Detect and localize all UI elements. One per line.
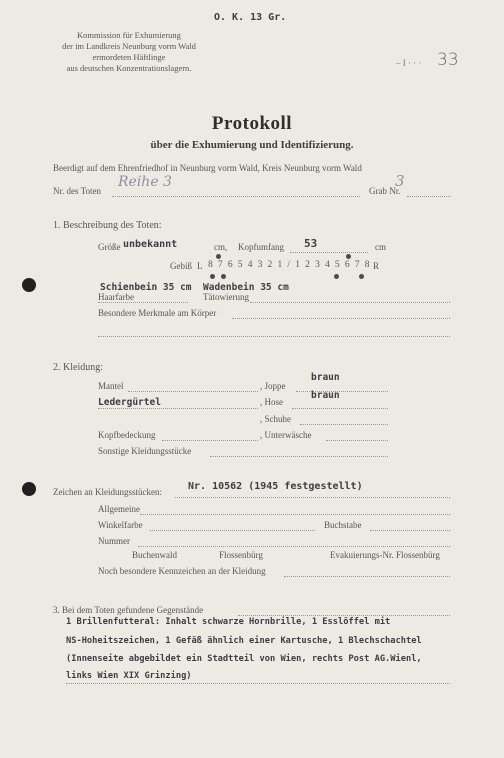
general-line xyxy=(140,514,450,515)
tattoo-line xyxy=(250,302,450,303)
marks-label: Besondere Merkmale am Körper xyxy=(98,308,217,318)
belt-line xyxy=(98,408,258,409)
camp-flossenburg: Flossenbürg xyxy=(219,550,263,560)
page-subtitle: über die Exhumierung und Identifizierung. xyxy=(150,139,354,151)
tooth-mark xyxy=(221,274,226,279)
tattoo-value: Wadenbein 35 cm xyxy=(203,282,289,293)
other-clothing-line xyxy=(210,456,388,457)
tooth-mark xyxy=(359,274,364,279)
burial-place: Beerdigt auf dem Ehrenfriedhof in Neunburg vorm Wald, Kreis Neunburg vorm Wald xyxy=(53,163,362,173)
trousers-value: braun xyxy=(311,390,340,401)
punch-hole-top xyxy=(22,278,36,292)
general-label: Allgemeine xyxy=(98,504,140,514)
triangle-label: Winkelfarbe xyxy=(98,520,143,530)
headwear-label: Kopfbedeckung xyxy=(98,430,156,440)
height-label: Größe xyxy=(98,242,121,252)
section3-line xyxy=(238,615,450,616)
shoes-line xyxy=(300,424,388,425)
tooth-mark xyxy=(210,274,215,279)
signs-line xyxy=(175,497,450,498)
marks-line xyxy=(232,318,450,319)
found-item-line: (Innenseite abgebildet ein Stadtteil von Wien, rechts Post AG.Wienl, xyxy=(66,654,422,664)
header-line: Kommission für Exhumierung xyxy=(77,30,181,40)
triangle-line xyxy=(150,530,315,531)
head-unit: cm xyxy=(375,242,386,252)
hair-value: Schienbein 35 cm xyxy=(100,282,192,293)
corpse-no-line xyxy=(112,196,360,197)
number-line xyxy=(138,546,450,547)
camp-evacuation-no: Evakuierungs-Nr. Flossenbürg xyxy=(330,550,440,560)
underwear-label: , Unterwäsche xyxy=(260,430,312,440)
headwear-line xyxy=(162,440,258,441)
found-item-line: 1 Brillenfutteral: Inhalt schwarze Hornbrille, 1 Esslöffel mit xyxy=(66,617,391,627)
found-item-line: NS-Hoheitszeichen, 1 Gefäß ähnlich einer Kartusche, 1 Blechschachtel xyxy=(66,636,422,646)
header-line: der im Landkreis Neunburg vorm Wald xyxy=(62,41,196,51)
section3-title: 3. Bei dem Toten gefundene Gegenstände xyxy=(53,605,204,615)
head-line xyxy=(290,252,368,253)
commission-header xyxy=(40,30,218,74)
tooth-mark xyxy=(334,274,339,279)
tooth-mark xyxy=(216,254,221,259)
teeth-row: 8 7 6 5 4 3 2 1 / 1 2 3 4 5 6 7 8 xyxy=(208,260,371,270)
trousers-line xyxy=(292,408,388,409)
coat-line xyxy=(128,391,258,392)
other-marks-line xyxy=(284,576,450,577)
teeth-right: R xyxy=(373,261,380,271)
coat-label: Mantel xyxy=(98,381,124,391)
height-value: unbekannt xyxy=(123,239,178,250)
letter-line xyxy=(370,530,450,531)
letter-label: Buchstabe xyxy=(324,520,362,530)
signs-label: Zeichen an Kleidungsstücken: xyxy=(53,487,162,497)
head-value: 53 xyxy=(304,237,318,250)
other-marks-label: Noch besondere Kennzeichen an der Kleidung xyxy=(98,566,266,576)
tattoo-label: Tätowierung xyxy=(203,292,249,302)
jacket-label: , Joppe xyxy=(260,381,286,391)
grave-no-value: 3 xyxy=(395,172,405,190)
header-line: ermordeten Häftlinge xyxy=(92,52,166,62)
hair-label: Haarfarbe xyxy=(98,292,134,302)
punch-hole-bottom xyxy=(22,482,36,496)
grave-no-label: Grab Nr. xyxy=(369,186,401,196)
corpse-no-label: Nr. des Toten xyxy=(53,186,101,196)
teeth-label: Gebiß xyxy=(170,261,192,271)
jacket-line xyxy=(296,391,388,392)
signs-value: Nr. 10562 (1945 festgestellt) xyxy=(188,481,363,492)
section3-line-4 xyxy=(66,683,450,684)
underwear-line xyxy=(326,440,388,441)
teeth-left: L xyxy=(197,261,203,271)
head-label: Kopfumfang xyxy=(238,242,284,252)
grave-no-line xyxy=(407,196,451,197)
shoes-label: , Schuhe xyxy=(260,414,291,424)
section2-title: 2. Kleidung: xyxy=(53,362,103,373)
number-label: Nummer xyxy=(98,536,130,546)
hair-line xyxy=(98,302,188,303)
page-number: 33 xyxy=(437,50,459,70)
page-mark: – I · · · xyxy=(396,58,422,68)
page-title: Protokoll xyxy=(211,113,293,134)
section1-title: 1. Beschreibung des Toten: xyxy=(53,220,162,231)
trousers-label: , Hose xyxy=(260,397,283,407)
top-code: O. K. 13 Gr. xyxy=(214,12,287,23)
camp-buchenwald: Buchenwald xyxy=(132,550,177,560)
tooth-mark xyxy=(346,254,351,259)
header-line: aus deutschen Konzentrationslagern. xyxy=(66,63,192,73)
height-unit: cm, xyxy=(214,242,228,252)
marks-line-2 xyxy=(98,336,450,337)
other-clothing-label: Sonstige Kleidungsstücke xyxy=(98,446,192,456)
belt-value: Ledergürtel xyxy=(98,397,161,408)
corpse-no-value: Reihe 3 xyxy=(118,174,172,190)
found-item-line: links Wien XIX Grinzing) xyxy=(66,671,192,681)
jacket-value: braun xyxy=(311,372,340,383)
